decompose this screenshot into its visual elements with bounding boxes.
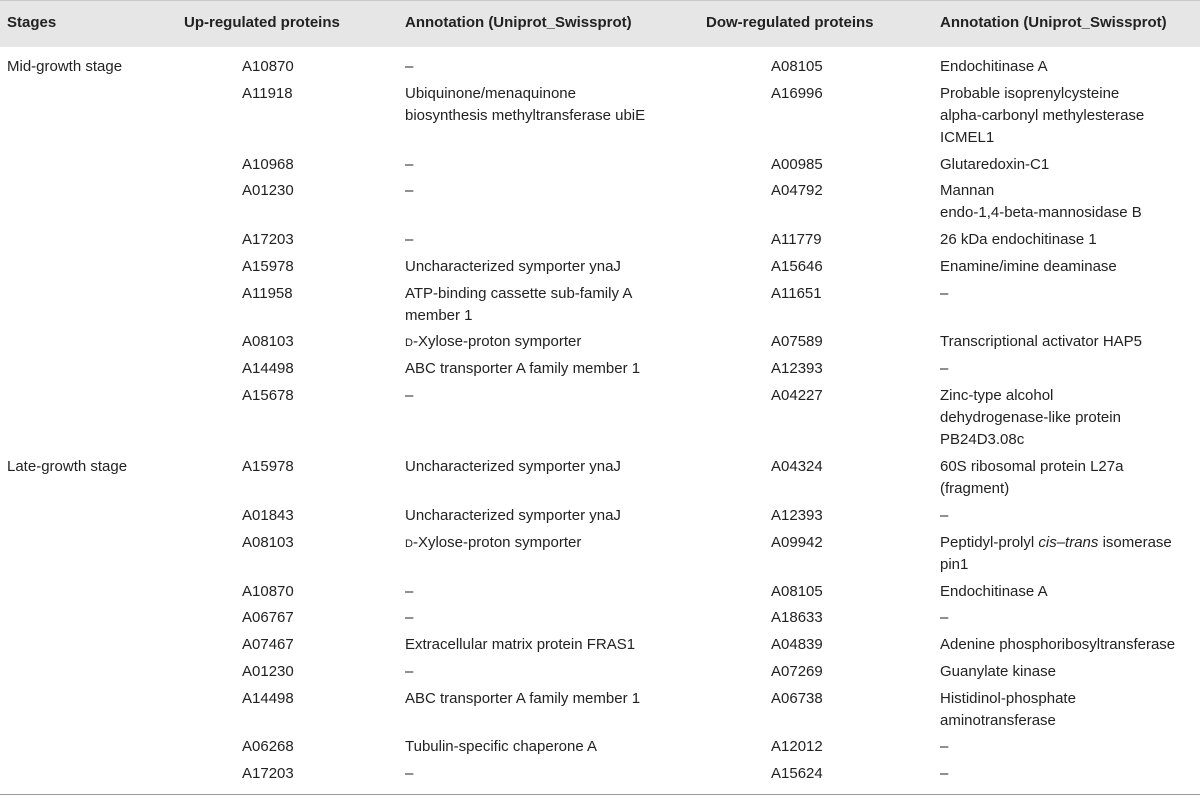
annotation-line: pin1: [940, 556, 969, 573]
annotation-line: [405, 532, 581, 554]
table-bottom-rule: [0, 794, 1200, 795]
annotation-line: Zinc-type alcohol: [940, 387, 1054, 404]
up-protein-id: A07467: [242, 636, 294, 653]
down-protein-id: A11651: [771, 285, 822, 302]
header-up-annotation: Annotation (Uniprot_Swissprot): [405, 14, 632, 31]
annotation-line: –: [405, 58, 414, 75]
down-protein-id: A04227: [771, 387, 823, 404]
header-down-regulated: Dow-regulated proteins: [706, 14, 874, 31]
annotation-line: ABC transporter A family member 1: [405, 360, 641, 377]
annotation-line: ICMEL1: [940, 129, 995, 146]
annotation-line: Uncharacterized symporter ynaJ: [405, 458, 621, 475]
annotation-line: –: [405, 583, 414, 600]
up-annotation: [405, 505, 621, 527]
annotation-line: –: [405, 663, 414, 680]
annotation-line: –: [940, 765, 949, 782]
up-protein-id: A06268: [242, 738, 294, 755]
annotation-text: Peptidyl-prolyl: [940, 534, 1039, 551]
up-annotation: [405, 385, 413, 407]
down-protein-id: A04839: [771, 636, 823, 653]
annotation-line: –: [940, 507, 949, 524]
down-protein-id: A15624: [771, 765, 823, 782]
annotation-line: Glutaredoxin-C1: [940, 156, 1050, 173]
up-annotation: [405, 283, 632, 327]
annotation-line: Mannan: [940, 182, 995, 199]
annotation-line: [405, 331, 581, 353]
up-annotation: [405, 358, 640, 380]
down-protein-id: A16996: [771, 85, 823, 102]
down-annotation: [940, 154, 1049, 176]
annotation-line: 60S ribosomal protein L27a: [940, 458, 1124, 475]
annotation-line: Adenine phosphoribosyltransferase: [940, 636, 1176, 653]
down-annotation: [940, 532, 1172, 576]
up-protein-id: A15978: [242, 458, 294, 475]
header-stages: Stages: [7, 14, 57, 31]
annotation-line: Probable isoprenylcysteine: [940, 85, 1120, 102]
annotation-line: Tubulin-specific chaperone A: [405, 738, 598, 755]
annotation-line: dehydrogenase-like protein: [940, 409, 1121, 426]
up-protein-id: A10870: [242, 58, 294, 75]
down-annotation: [940, 763, 948, 785]
down-annotation: [940, 634, 1175, 656]
down-annotation: [940, 180, 1142, 224]
down-annotation: [940, 581, 1048, 603]
down-annotation: [940, 256, 1117, 278]
up-annotation: [405, 661, 413, 683]
up-annotation: [405, 154, 413, 176]
up-protein-id: A11918: [242, 85, 293, 102]
annotation-line: 26 kDa endochitinase 1: [940, 231, 1097, 248]
annotation-line: Endochitinase A: [940, 58, 1048, 75]
annotation-line: –: [940, 609, 949, 626]
down-protein-id: A04792: [771, 182, 823, 199]
header-down-annotation: Annotation (Uniprot_Swissprot): [940, 14, 1167, 31]
up-annotation: [405, 180, 413, 202]
down-annotation: [940, 505, 948, 527]
small-caps-prefix: d: [405, 534, 413, 551]
down-protein-id: A11779: [771, 231, 822, 248]
annotation-line: Endochitinase A: [940, 583, 1048, 600]
annotation-line: (fragment): [940, 480, 1010, 497]
up-annotation: [405, 736, 597, 758]
annotation-line: [940, 532, 1172, 554]
annotation-line: Histidinol-phosphate: [940, 690, 1076, 707]
down-protein-id: A08105: [771, 58, 823, 75]
annotation-line: –: [405, 765, 414, 782]
up-protein-id: A17203: [242, 765, 294, 782]
down-protein-id: A09942: [771, 534, 823, 551]
up-annotation: [405, 688, 640, 710]
annotation-line: Enamine/imine deaminase: [940, 258, 1117, 275]
header-up-regulated: Up-regulated proteins: [184, 14, 340, 31]
annotation-line: –: [405, 231, 414, 248]
up-protein-id: A14498: [242, 360, 294, 377]
annotation-line: aminotransferase: [940, 712, 1056, 729]
up-annotation: [405, 83, 645, 127]
down-annotation: [940, 736, 948, 758]
up-annotation: [405, 532, 581, 554]
annotation-text: -Xylose-proton symporter: [412, 534, 582, 551]
annotation-line: Uncharacterized symporter ynaJ: [405, 507, 621, 524]
down-annotation: [940, 229, 1097, 251]
down-protein-id: A18633: [771, 609, 823, 626]
up-protein-id: A10968: [242, 156, 294, 173]
down-protein-id: A07589: [771, 333, 823, 350]
down-protein-id: A15646: [771, 258, 823, 275]
up-annotation: [405, 56, 413, 78]
annotation-line: endo-1,4-beta-mannosidase B: [940, 204, 1142, 221]
up-protein-id: A15978: [242, 258, 294, 275]
up-annotation: [405, 581, 413, 603]
up-protein-id: A11958: [242, 285, 293, 302]
down-protein-id: A04324: [771, 458, 823, 475]
down-annotation: [940, 661, 1056, 683]
annotation-line: –: [405, 387, 414, 404]
down-protein-id: A06738: [771, 690, 823, 707]
annotation-line: Uncharacterized symporter ynaJ: [405, 258, 621, 275]
up-protein-id: A08103: [242, 534, 294, 551]
down-annotation: [940, 56, 1048, 78]
up-annotation: [405, 607, 413, 629]
annotation-line: –: [940, 738, 949, 755]
annotation-text: -Xylose-proton symporter: [412, 333, 582, 350]
up-protein-id: A17203: [242, 231, 294, 248]
down-protein-id: A12012: [771, 738, 823, 755]
annotation-line: –: [405, 156, 414, 173]
down-annotation: [940, 607, 948, 629]
up-annotation: [405, 763, 413, 785]
down-protein-id: A00985: [771, 156, 823, 173]
down-annotation: [940, 83, 1144, 149]
down-protein-id: A07269: [771, 663, 823, 680]
down-annotation: [940, 688, 1076, 732]
annotation-line: –: [940, 285, 949, 302]
annotation-line: alpha-carbonyl methylesterase: [940, 107, 1145, 124]
up-protein-id: A10870: [242, 583, 294, 600]
annotation-line: Transcriptional activator HAP5: [940, 333, 1143, 350]
up-annotation: [405, 229, 413, 251]
up-annotation: [405, 456, 621, 478]
down-annotation: [940, 456, 1123, 500]
up-protein-id: A14498: [242, 690, 294, 707]
up-protein-id: A01230: [242, 663, 294, 680]
up-protein-id: A06767: [242, 609, 294, 626]
up-protein-id: A15678: [242, 387, 294, 404]
up-annotation: [405, 256, 621, 278]
up-annotation: [405, 634, 635, 656]
annotation-text: cis–trans: [1038, 534, 1099, 551]
down-annotation: [940, 331, 1142, 353]
annotation-line: ABC transporter A family member 1: [405, 690, 641, 707]
annotation-line: PB24D3.08c: [940, 431, 1025, 448]
annotation-line: Extracellular matrix protein FRAS1: [405, 636, 636, 653]
small-caps-prefix: d: [405, 333, 413, 350]
up-protein-id: A01843: [242, 507, 294, 524]
annotation-line: Guanylate kinase: [940, 663, 1056, 680]
annotation-line: –: [405, 609, 414, 626]
down-annotation: [940, 385, 1121, 451]
down-annotation: [940, 358, 948, 380]
annotation-line: –: [405, 182, 414, 199]
up-protein-id: A08103: [242, 333, 294, 350]
annotation-line: –: [940, 360, 949, 377]
stage-label-late: Late-growth stage: [7, 458, 128, 475]
down-protein-id: A08105: [771, 583, 823, 600]
down-protein-id: A12393: [771, 507, 823, 524]
up-protein-id: A01230: [242, 182, 294, 199]
up-annotation: [405, 331, 581, 353]
down-protein-id: A12393: [771, 360, 823, 377]
annotation-line: ATP-binding cassette sub-family A: [405, 285, 633, 302]
annotation-line: biosynthesis methyltransferase ubiE: [405, 107, 646, 124]
annotation-line: member 1: [405, 307, 473, 324]
annotation-line: Ubiquinone/menaquinone: [405, 85, 576, 102]
annotation-text: isomerase: [1098, 534, 1172, 551]
stage-label-mid: Mid-growth stage: [7, 58, 123, 75]
down-annotation: [940, 283, 948, 305]
